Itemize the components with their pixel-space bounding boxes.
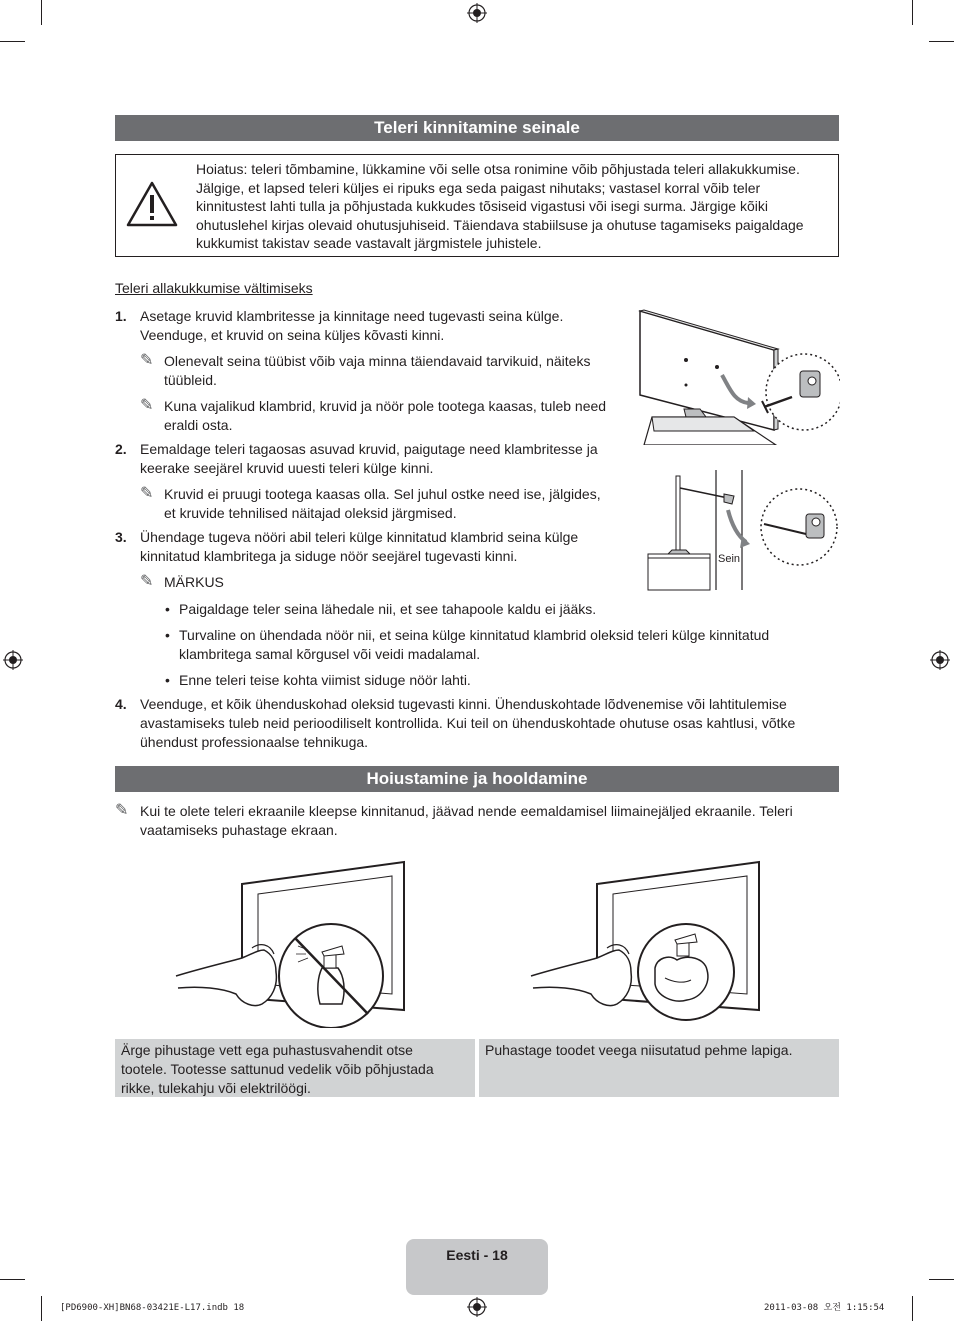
caption-line: rikke, tulekahju või elektrilöögi. xyxy=(121,1080,311,1096)
note-line: et kruvide tehnilised näitajad oleksid järgmised. xyxy=(164,505,457,521)
pencil-note-icon: ✎ xyxy=(140,397,154,414)
crop-mark xyxy=(0,41,25,42)
pencil-note-icon: ✎ xyxy=(140,485,154,502)
step-number: 3. xyxy=(115,529,127,545)
tv-back-screw-illustration xyxy=(634,305,840,445)
crop-mark xyxy=(929,41,954,42)
pencil-note-icon: ✎ xyxy=(115,802,129,819)
warning-text xyxy=(196,160,828,253)
pencil-note-icon: ✎ xyxy=(140,352,154,369)
markus-label: MÄRKUS xyxy=(164,574,224,590)
caption-line: tootele. Tootesse sattunud vedelik võib põhjustada xyxy=(121,1061,434,1077)
note-line: Kui te olete teleri ekraanile kleepse kinnitanud, jäävad nende eemaldamisel liimainejäljed ekraanile. Teleri xyxy=(140,803,793,819)
page-number-tab xyxy=(406,1239,548,1295)
registration-mark-icon xyxy=(467,1297,487,1317)
caption-no-spray xyxy=(115,1039,475,1097)
warning-triangle-icon xyxy=(126,180,178,228)
step-line: kinnitatud klambritega ja siduge nöör seejärel tugevasti kinni. xyxy=(140,548,518,564)
warning-box xyxy=(115,154,839,257)
bullet-line: Paigaldage teler seina lähedale nii, et see tahapoole kaldu ei jääks. xyxy=(179,601,597,617)
note-line: tüübleid. xyxy=(164,372,217,388)
crop-mark xyxy=(0,1279,25,1280)
step-line: Asetage kruvid klambritesse ja kinnitage need tugevasti seina külge. xyxy=(140,308,564,324)
bullet-dot: • xyxy=(165,627,170,643)
note-line: vaatamiseks puhastage ekraan. xyxy=(140,822,338,838)
bullet-dot: • xyxy=(165,601,170,617)
print-slug-left: [PD6900-XH]BN68-03421E-L17.indb 18 xyxy=(60,1303,245,1313)
step-number: 2. xyxy=(115,441,127,457)
step-line: avastamiseks tuleb neid perioodiliselt kontrollida. Kui teil on ühenduskohtade ohutuse osas kahtlusi, võtke xyxy=(140,715,796,731)
step-number: 1. xyxy=(115,308,127,324)
page-label: Eesti - 18 xyxy=(446,1247,508,1263)
bullet-line: klambritega samal kõrgusel või veidi madalamal. xyxy=(179,646,481,662)
registration-mark-icon xyxy=(930,650,950,670)
caption-cloth xyxy=(479,1039,839,1097)
wall-label: Sein xyxy=(718,553,741,565)
step-number: 4. xyxy=(115,696,127,712)
crop-mark xyxy=(912,1296,913,1321)
step-line: ühendust professionaalse tehnikuga. xyxy=(140,734,369,750)
step-line: Eemaldage teleri tagaosas asuvad kruvid, paigutage need klambritesse ja xyxy=(140,441,598,457)
step-line: keerake seejärel kruvid uuesti teleri külge kinni. xyxy=(140,460,434,476)
registration-mark-icon xyxy=(3,650,23,670)
crop-mark xyxy=(41,1296,42,1321)
tv-wall-cord-illustration xyxy=(646,470,840,592)
warning-label: Hoiatus xyxy=(196,161,244,177)
print-slug-right: 2011-03-08 오전 1:15:54 xyxy=(764,1303,885,1313)
bullet-dot: • xyxy=(165,672,170,688)
cloth-cleaning-illustration xyxy=(527,858,763,1028)
bullet-line: Enne teleri teise kohta viimist siduge nöör lahti. xyxy=(179,672,471,688)
caption-line: Puhastage toodet veega niisutatud pehme lapiga. xyxy=(485,1042,793,1058)
step-line: Ühendage tugeva nööri abil teleri külge kinnitatud klambrid seina külge xyxy=(140,529,579,545)
subheading-prevent-fall: Teleri allakukkumise vältimiseks xyxy=(115,280,313,296)
step-line: Veenduge, et kõik ühenduskohad oleksid tugevasti kinni. Ühenduskohtade lõdvenemise või lahtitulemise xyxy=(140,696,787,712)
step-line: Veenduge, et kruvid on seina küljes kõvasti kinni. xyxy=(140,327,445,343)
warning-body: : teleri tõmbamine, lükkamine või selle otsa ronimine võib põhjustada teleri allakukkumise. Jälgige, et lapsed teleri küljes ei ripuks ega seda paigast nihutaks; vastasel korral võib teler kinnitustest lahti tulla ja põhjustada kukkudes tõsiseid vigastusi või isegi surma. Järgige kõiki ohutuslehel kirjas olevaid ohutusjuhiseid. Täiendava stabiilsuse ja ohutuse tagamiseks paigaldage kukkumist takistav seade vastavalt järgmistele juhistele. xyxy=(196,161,804,251)
no-spray-cleaning-illustration xyxy=(172,858,408,1028)
note-line: Kuna vajalikud klambrid, kruvid ja nöör pole tootega kaasas, tuleb need xyxy=(164,398,607,414)
registration-mark-icon xyxy=(467,3,487,23)
caption-line: Ärge pihustage vett ega puhastusvahendit otse xyxy=(121,1042,413,1058)
note-line: Kruvid ei pruugi tootega kaasas olla. Sel juhul ostke need ise, jälgides, xyxy=(164,486,601,502)
section-title-storage-maintenance: Hoiustamine ja hooldamine xyxy=(115,766,839,792)
crop-mark xyxy=(912,0,913,25)
crop-mark xyxy=(41,0,42,25)
pencil-note-icon: ✎ xyxy=(140,573,154,590)
note-line: eraldi osta. xyxy=(164,417,233,433)
note-line: Olenevalt seina tüübist võib vaja minna täiendavaid tarvikuid, näiteks xyxy=(164,353,591,369)
crop-mark xyxy=(929,1279,954,1280)
section-title-wall-mount: Teleri kinnitamine seinale xyxy=(115,115,839,141)
bullet-line: Turvaline on ühendada nöör nii, et seina külge kinnitatud klambrid oleksid teleri külge kinnitatud xyxy=(179,627,770,643)
